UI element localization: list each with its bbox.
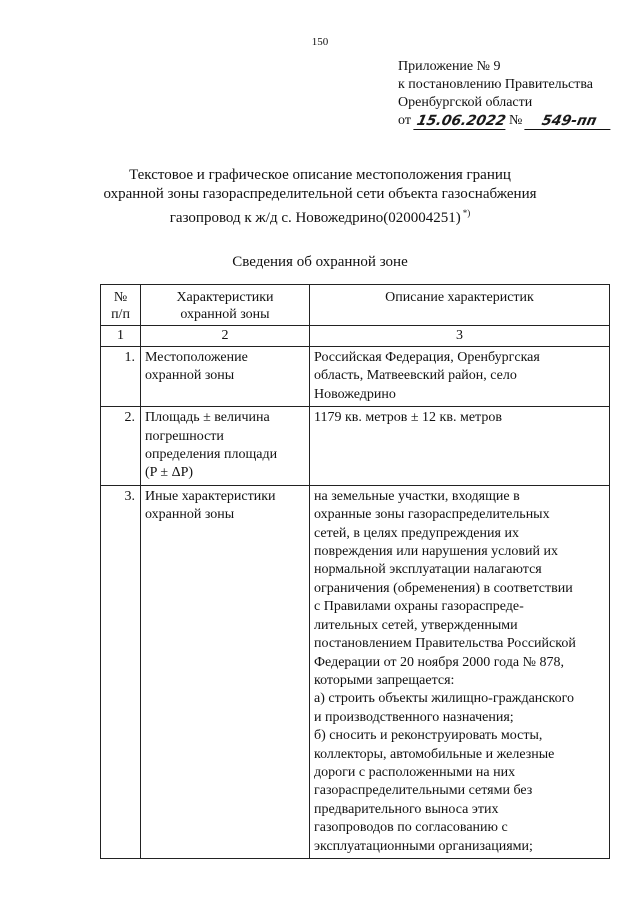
header-description-text: Описание характеристик [385, 290, 534, 305]
description-line: 1179 кв. метров ± 12 кв. метров [314, 410, 502, 426]
column-index: 3 [310, 326, 610, 347]
header-characteristic-line: Характеристики [176, 290, 274, 305]
column-index-row [101, 326, 610, 347]
table-row [101, 407, 610, 486]
description-line: предварительного выноса этих [314, 801, 499, 817]
column-index: 2 [141, 326, 310, 347]
characteristic-line: охранной зоны [145, 507, 235, 523]
annex-title: Приложение № 9 [398, 59, 501, 74]
description-line: Российская Федерация, Оренбургская [314, 350, 540, 365]
handwritten-date: 15.06.2022 [415, 113, 508, 129]
characteristic-line: Иные характеристики [145, 488, 276, 504]
section-subtitle: Сведения об охранной зоне [232, 254, 408, 270]
description-line: коллекторы, автомобильные и железные [314, 746, 555, 762]
description-line: и производственного назначения; [314, 709, 514, 725]
characteristic-line: Местоположение [145, 350, 248, 365]
characteristic-line: Площадь ± величина [145, 410, 270, 426]
description-line: дороги с расположенными на них [314, 764, 516, 780]
page-number: 150 [311, 36, 329, 48]
description-line: лительных сетей, утвержденными [314, 617, 518, 633]
description-line: а) строить объекты жилищно-гражданского [314, 691, 574, 707]
footnote-mark: *) [462, 208, 471, 218]
zone-info-table [100, 284, 610, 859]
annex-region: Оренбургской области [398, 95, 533, 110]
header-num-line: № [113, 290, 128, 305]
description-line: газораспределительными сетями без [314, 783, 533, 799]
title-line-2: охранной зоны газораспределительной сети объекта газоснабжения [103, 186, 537, 202]
annex-from-label: от [398, 113, 411, 128]
row-characteristic [141, 347, 310, 407]
description-line: ограничения (обременения) в соответствии [314, 580, 573, 596]
row-description [310, 347, 610, 407]
description-line: газопроводов по согласованию с [314, 820, 508, 836]
handwritten-number: 549-пп [525, 114, 614, 130]
annex-resolution: к постановлению Правительства [398, 77, 594, 92]
description-line: нормальной эксплуатации налагаются [314, 562, 542, 578]
title-line-3-text: газопровод к ж/д с. Новожедрино(020004251) [169, 210, 461, 226]
description-line: эксплуатационными организациями; [314, 838, 533, 854]
row-number: 3. [101, 485, 141, 858]
title-line-1: Текстовое и графическое описание местоположения границ [129, 167, 511, 183]
row-description [310, 407, 610, 486]
characteristic-line: (P ± ΔP) [145, 465, 194, 481]
description-line: охранные зоны газораспределительных [314, 507, 550, 523]
annex-block [398, 58, 612, 130]
row-characteristic [141, 407, 310, 486]
title-line-3 [0, 204, 640, 228]
description-line: Новожедрино [314, 386, 396, 402]
annex-date-number [398, 112, 612, 130]
description-line: область, Матвеевский район, село [314, 368, 517, 384]
characteristic-line: охранной зоны [145, 368, 235, 384]
row-number: 2. [101, 407, 141, 486]
description-line: на земельные участки, входящие в [314, 488, 520, 504]
description-line: Федерации от 20 ноября 2000 года № 878, [314, 654, 564, 670]
table-row [101, 485, 610, 858]
description-line: с Правилами охраны газораспреде- [314, 599, 524, 615]
column-index: 1 [101, 326, 141, 347]
header-characteristic [141, 285, 310, 326]
description-line: повреждения или нарушения условий их [314, 544, 558, 560]
document-title [0, 166, 640, 228]
description-line: постановлением Правительства Российской [314, 636, 576, 652]
header-description [310, 285, 610, 326]
row-characteristic [141, 485, 310, 858]
row-number: 1. [101, 347, 141, 407]
table-row [101, 347, 610, 407]
description-line: б) сносить и реконструировать мосты, [314, 728, 543, 744]
header-characteristic-line: охранной зоны [180, 307, 270, 322]
annex-number-label: № [508, 113, 523, 128]
header-num-line: п/п [111, 307, 130, 322]
characteristic-line: погрешности [145, 428, 224, 444]
description-line: которыми запрещается: [314, 672, 455, 688]
description-line: сетей, в целях предупреждения их [314, 525, 519, 541]
characteristic-line: определения площади [145, 447, 278, 463]
row-description [310, 485, 610, 858]
table-header-row [101, 285, 610, 326]
header-num [101, 285, 141, 326]
